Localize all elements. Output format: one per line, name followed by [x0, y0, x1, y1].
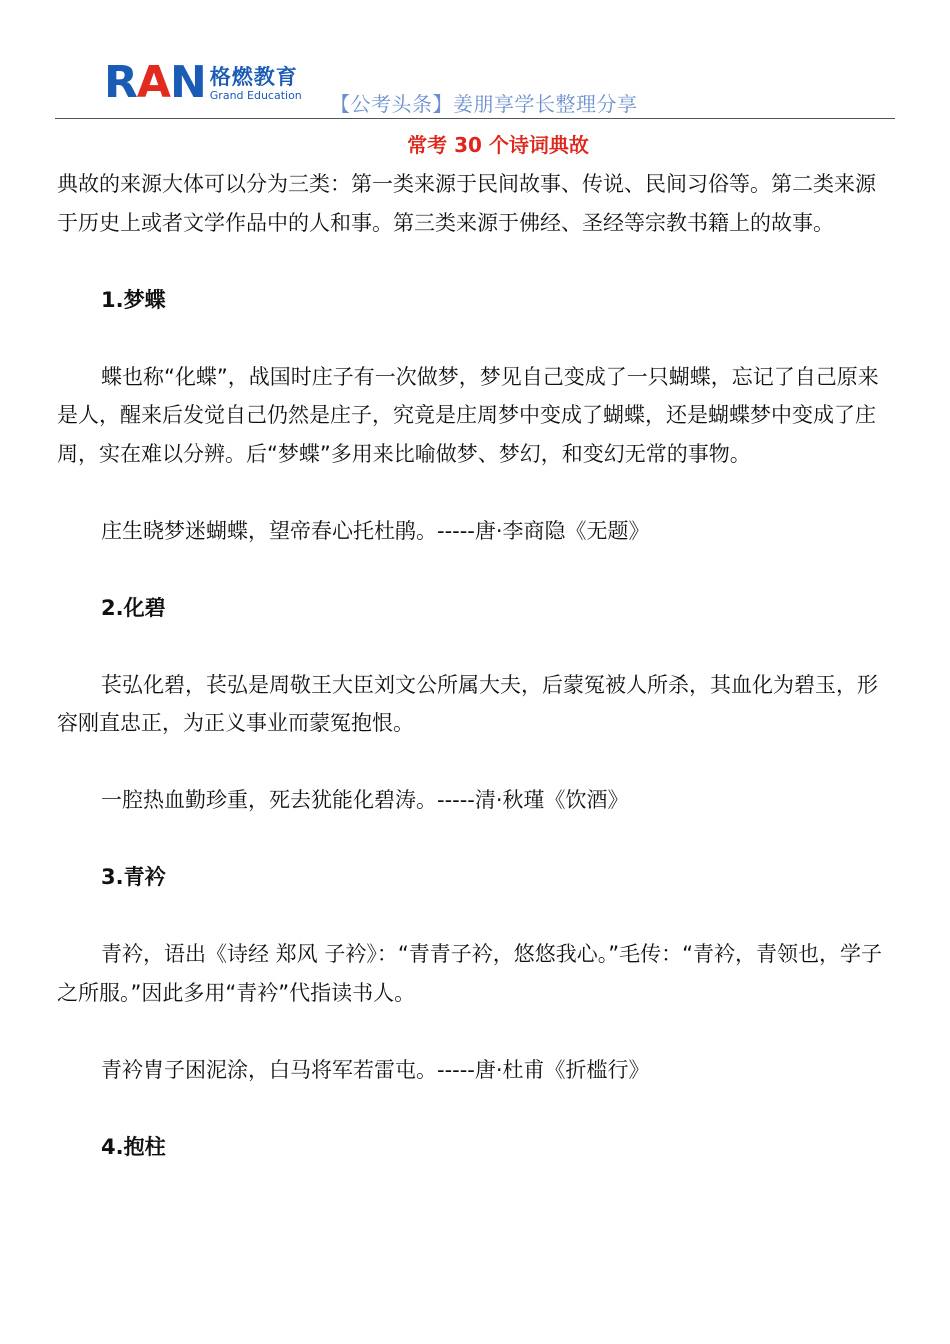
brand-logo: [104, 57, 302, 108]
logo-chinese-name: 格燃教育: [209, 64, 298, 89]
page-header: [0, 0, 950, 120]
spacer: [57, 242, 893, 281]
section-explanation: 青衿，语出《诗经 郑风 子衿》：“青青子衿，悠悠我心。”毛传：“青衿，青领也，学子之所服。”因此多用“青衿”代指读书人。: [57, 942, 882, 1005]
section-explanation: 苌弘化碧，苌弘是周敬王大臣刘文公所属大夫，后蒙冤被人所杀，其血化为碧玉，形容刚直忠正，为正义事业而蒙冤抱恨。: [57, 672, 878, 735]
section-example: 庄生晓梦迷蝴蝶，望帝春心托杜鹃。-----唐·李商隐《无题》: [101, 518, 650, 543]
intro-paragraph: 典故的来源大体可以分为三类：第一类来源于民间故事、传说、民间习俗等。第二类来源于历史上或者文学作品中的人和事。第三类来源于佛经、圣经等宗教书籍上的故事。: [57, 172, 876, 235]
section-heading: 4.抱柱: [101, 1134, 166, 1159]
section-heading: 2.化碧: [101, 595, 166, 620]
header-divider: [55, 118, 895, 119]
logo-english-name: Grand Education: [209, 88, 302, 102]
section-heading: 3.青衿: [101, 865, 166, 889]
document-body: [57, 165, 893, 1166]
section-example: 一腔热血勤珍重，死去犹能化碧涛。-----清·秋瑾《饮酒》: [101, 788, 629, 812]
section-explanation: 蝶也称“化蝶”，战国时庄子有一次做梦，梦见自己变成了一只蝴蝶，忘记了自己原来是人，醒来后发觉自己仍然是庄子，究竟是庄周梦中变成了蝴蝶，还是蝴蝶梦中变成了庄周，实在难以分辨。后“梦蝶”多用来比喻做梦、梦幻，和变幻无常的事物。: [57, 364, 879, 466]
spacer: [57, 820, 893, 859]
spacer: [57, 473, 893, 512]
document-title: 常考 30 个诗词典故: [407, 133, 589, 157]
logo-mark: RAN: [104, 57, 206, 108]
logo-text: [210, 65, 302, 102]
share-note: 【公考头条】姜朋享学长整理分享: [330, 92, 638, 116]
spacer: [57, 319, 893, 358]
section-example: 青衿胄子困泥涂，白马将军若雷屯。-----唐·杜甫《折槛行》: [101, 1057, 650, 1082]
spacer: [57, 743, 893, 782]
spacer: [57, 627, 893, 666]
spacer: [57, 550, 893, 589]
spacer: [57, 897, 893, 936]
spacer: [57, 1012, 893, 1051]
section-heading: 1.梦蝶: [101, 287, 166, 312]
spacer: [57, 1089, 893, 1128]
